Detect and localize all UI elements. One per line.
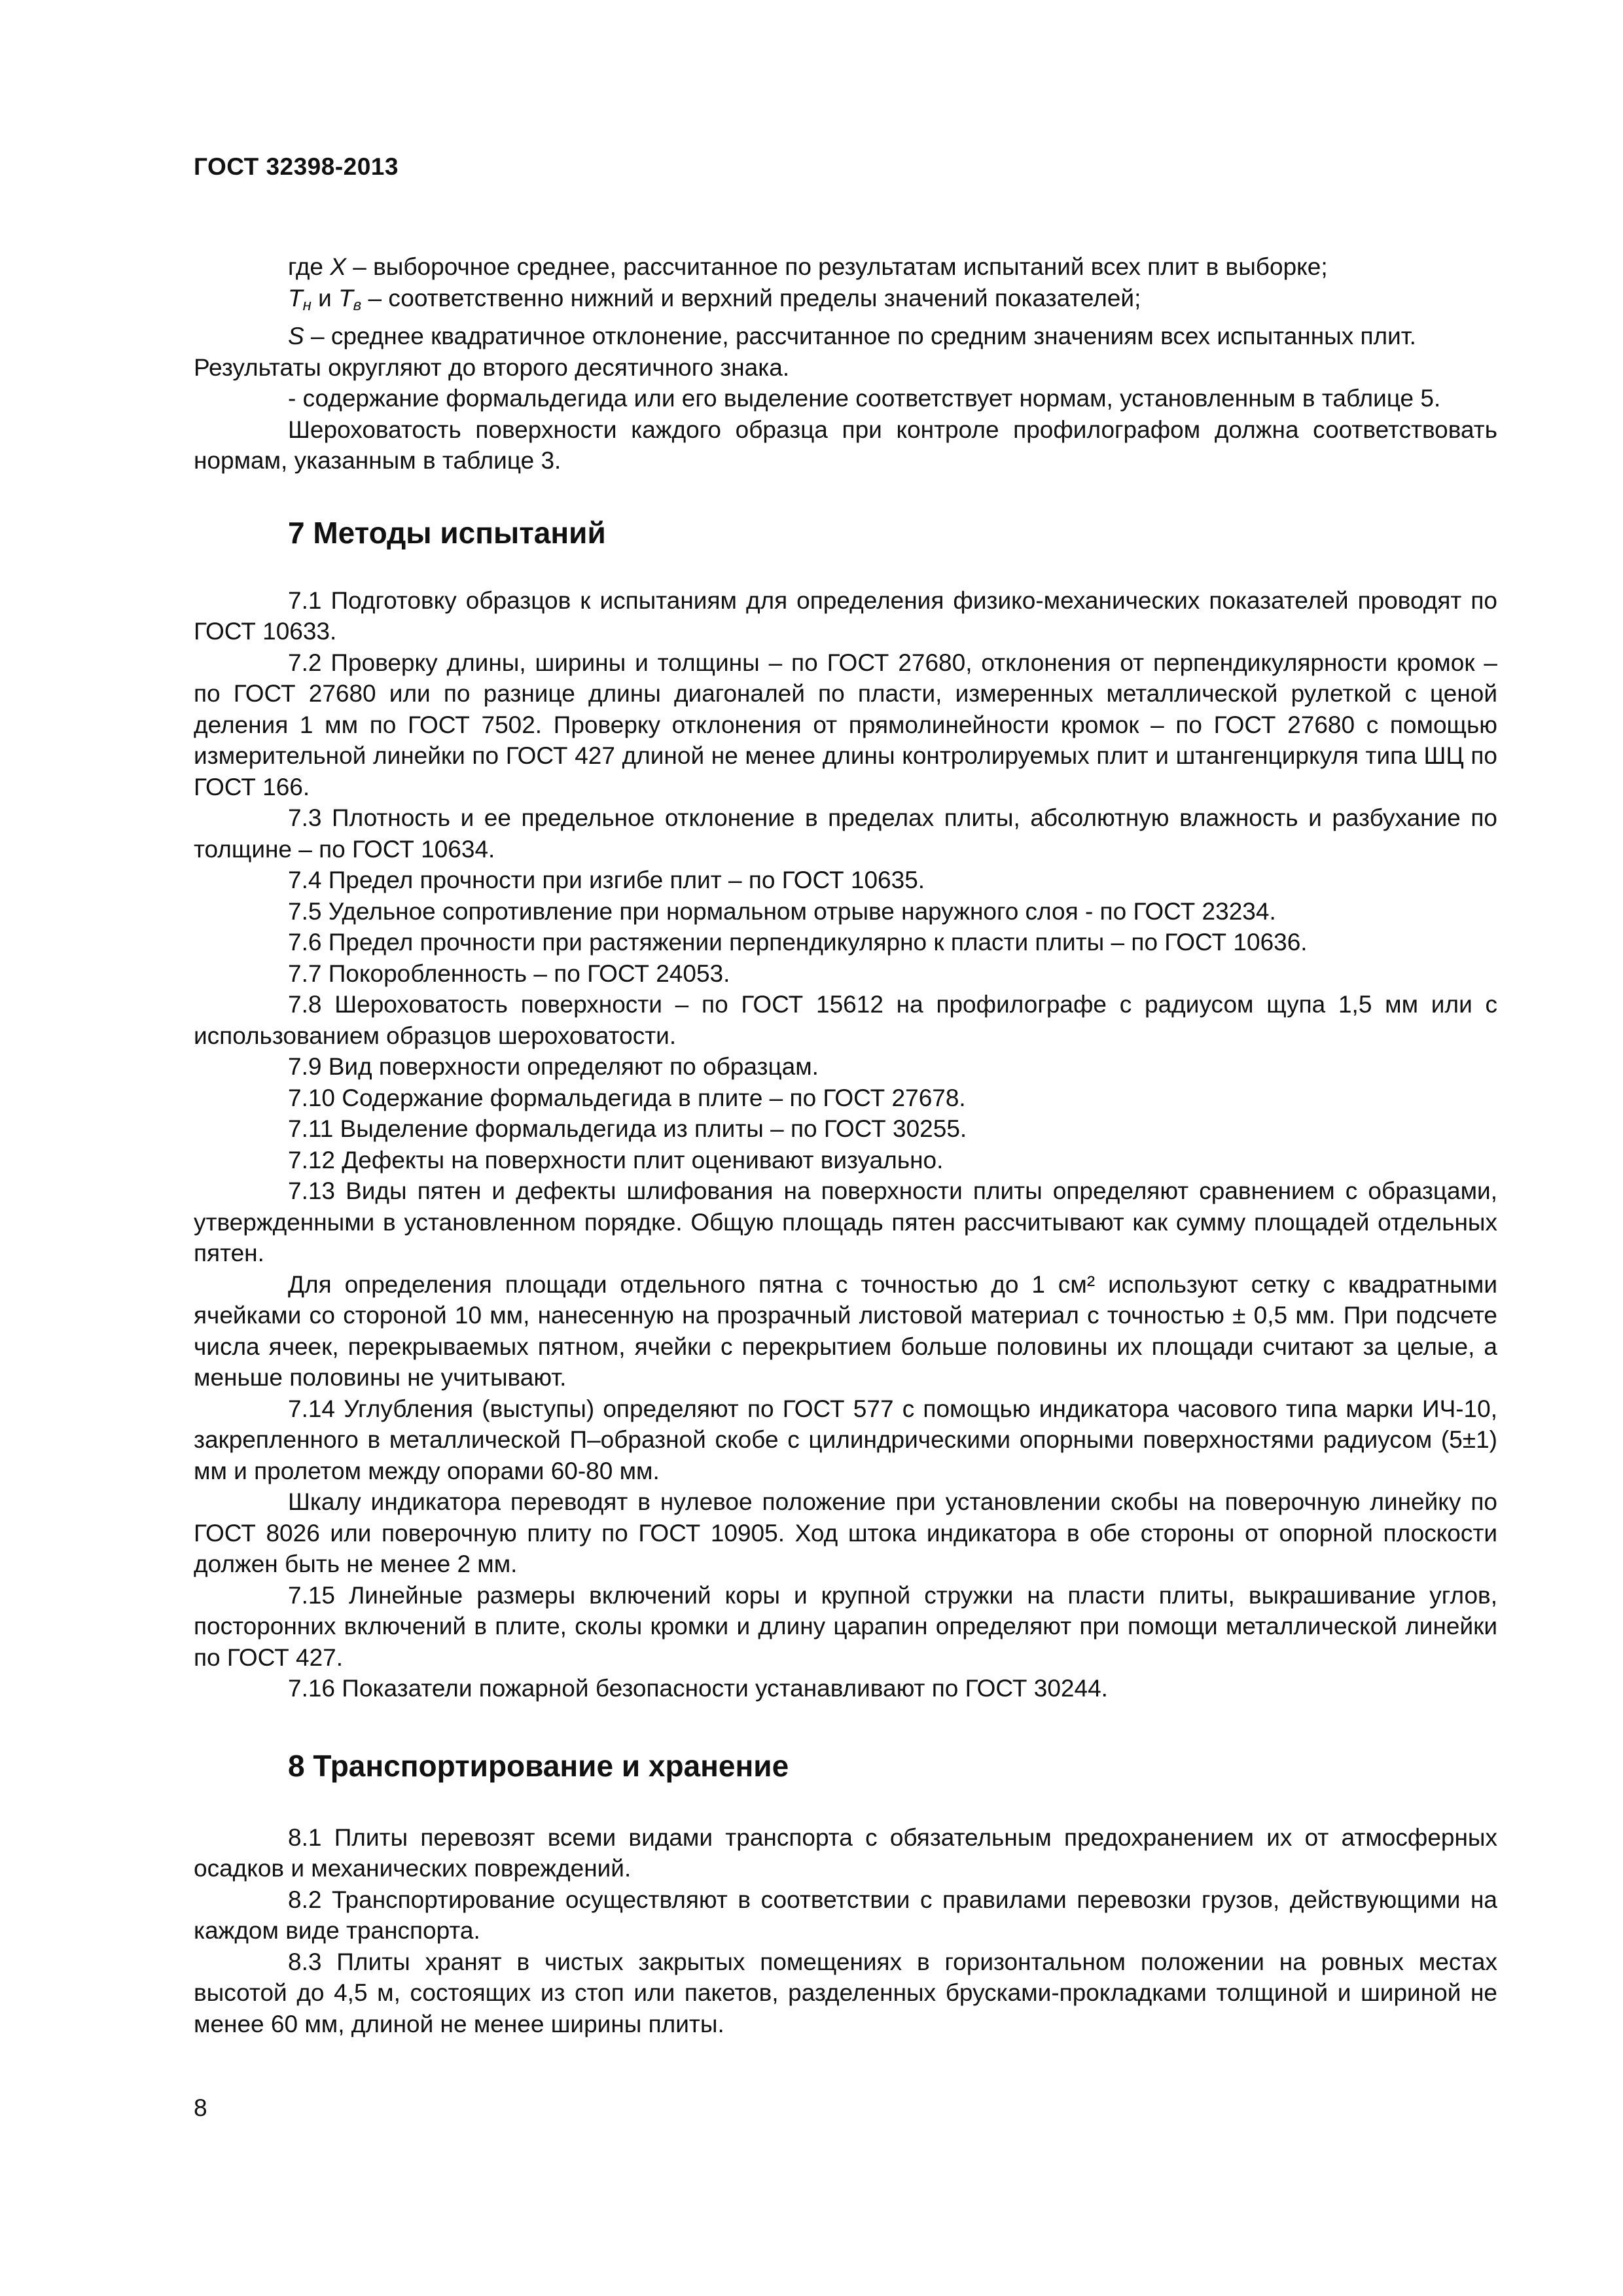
x-def-text: – выборочное среднее, рассчитанное по результатам испытаний всех плит в выборке; — [346, 253, 1328, 280]
paragraph-rounding: Результаты округляют до второго десятичного знака. — [194, 353, 790, 381]
clause-7-8: 7.8 Шероховатость поверхности – по ГОСТ 15612 на профилографе с радиусом щупа 1,5 мм или с использованием образцов шероховатости. — [194, 991, 1497, 1049]
clause-8-3: 8.3 Плиты хранят в чистых закрытых помещениях в горизонтальном положении на ровных местах высотой до 4,5 м, состоящих из стоп или пакетов, разделенных брусками-прокладками толщиной и шириной не менее 60 мм, длиной не менее ширины плиты. — [194, 1948, 1497, 2037]
document-body — [194, 251, 1497, 2039]
clause-7-16: 7.16 Показатели пожарной безопасности устанавливают по ГОСТ 30244. — [288, 1675, 1108, 1702]
document-page — [194, 0, 1497, 2296]
clause-7-6: 7.6 Предел прочности при растяжении перпендикулярно к пласти плиты – по ГОСТ 10636. — [288, 929, 1308, 956]
page-number: 8 — [194, 2094, 207, 2121]
clause-7-13-grid-method: Для определения площади отдельного пятна с точностью до 1 см² используют сетку с квадратными ячейками со стороной 10 мм, нанесенную на прозрачный листовой материал с точностью ± 0,5 мм. При подсчете числа ячеек, перекрываемых пятном, ячейки с перекрытием больше половины их площади считают за целые, а меньше половины не учитывают. — [194, 1270, 1497, 1391]
section-8-heading: 8 Транспортирование и хранение — [288, 1748, 789, 1783]
clause-7-15: 7.15 Линейные размеры включений коры и крупной стружки на пласти плиты, выкрашивание углов, посторонних включений в плите, сколы кромки и длину царапин определяют при помощи металлической линейки по ГОСТ 427. — [194, 1581, 1497, 1671]
document-code-header: ГОСТ 32398-2013 — [194, 153, 399, 180]
clause-7-1: 7.1 Подготовку образцов к испытаниям для определения физико-механических показателей проводят по ГОСТ 10633. — [194, 586, 1497, 645]
t-lower-variable: T — [288, 284, 303, 312]
s-def-text: – среднее квадратичное отклонение, рассчитанное по средним значениям всех испытанных плит. — [304, 323, 1416, 350]
t-upper-variable: T — [338, 284, 353, 312]
t-def-text: – соответственно нижний и верхний пределы значений показателей; — [361, 284, 1141, 312]
x-variable: X — [330, 253, 346, 280]
clause-7-4: 7.4 Предел прочности при изгибе плит – по ГОСТ 10635. — [288, 867, 925, 893]
clause-7-14: 7.14 Углубления (выступы) определяют по ГОСТ 577 с помощью индикатора часового типа марки ИЧ-10, закрепленного в металлической П–образной скобе с цилиндрическими опорными поверхностями радиусом (5±1) мм и пролетом между опорами 60-80 мм. — [194, 1395, 1497, 1484]
clause-8-2: 8.2 Транспортирование осуществляют в соответствии с правилами перевозки грузов, действующими на каждом виде транспорта. — [194, 1886, 1497, 1944]
paragraph-formaldehyde: - содержание формальдегида или его выделение соответствует нормам, установленным в таблице 5. — [288, 385, 1441, 412]
paragraph-roughness: Шероховатость поверхности каждого образца при контроле профилографом должна соответствовать нормам, указанным в таблице 3. — [194, 416, 1497, 474]
t-def-conjunction: и — [311, 284, 339, 312]
clause-7-2: 7.2 Проверку длины, ширины и толщины – по ГОСТ 27680, отклонения от перпендикулярности кромок – по ГОСТ 27680 или по разнице длины диагоналей по пласти, измеренных металлической рулеткой с ценой деления 1 мм по ГОСТ 7502. Проверку отклонения от прямолинейности кромок – по ГОСТ 27680 с помощью измерительной линейки по ГОСТ 427 длиной не менее длины контролируемых плит и штангенциркуля типа ШЦ по ГОСТ 166. — [194, 649, 1497, 800]
clause-8-1: 8.1 Плиты перевозят всеми видами транспорта с обязательным предохранением их от атмосферных осадков и механических повреждений. — [194, 1823, 1497, 1882]
paragraph-t-definition — [194, 283, 1497, 321]
clause-7-13: 7.13 Виды пятен и дефекты шлифования на поверхности плиты определяют сравнением с образцами, утвержденными в установленном порядке. Общую площадь пятен рассчитывают как сумму площадей отдельных пятен. — [194, 1177, 1497, 1266]
paragraph-x-definition — [194, 251, 1497, 283]
clause-7-9: 7.9 Вид поверхности определяют по образцам. — [288, 1053, 819, 1080]
clause-7-10: 7.10 Содержание формальдегида в плите – по ГОСТ 27678. — [288, 1084, 966, 1111]
clause-7-5: 7.5 Удельное сопротивление при нормальном отрыве наружного слоя - по ГОСТ 23234. — [288, 897, 1276, 925]
x-def-prefix: где — [288, 253, 330, 280]
clause-7-12: 7.12 Дефекты на поверхности плит оценивают визуально. — [288, 1146, 944, 1174]
section-7-heading: 7 Методы испытаний — [288, 515, 606, 550]
t-upper-subscript: в — [353, 296, 362, 314]
paragraph-s-definition — [194, 321, 1497, 352]
s-variable: S — [288, 323, 304, 350]
clause-7-11: 7.11 Выделение формальдегида из плиты – по ГОСТ 30255. — [288, 1115, 967, 1142]
clause-7-3: 7.3 Плотность и ее предельное отклонение в пределах плиты, абсолютную влажность и разбухание по толщине – по ГОСТ 10634. — [194, 804, 1497, 863]
clause-7-14-indicator-scale: Шкалу индикатора переводят в нулевое положение при установлении скобы на поверочную линейку по ГОСТ 8026 или поверочную плиту по ГОСТ 10905. Ход штока индикатора в обе стороны от опорной плоскости должен быть не менее 2 мм. — [194, 1488, 1497, 1577]
t-lower-subscript: н — [302, 296, 312, 314]
clause-7-7: 7.7 Покоробленность – по ГОСТ 24053. — [288, 960, 730, 987]
